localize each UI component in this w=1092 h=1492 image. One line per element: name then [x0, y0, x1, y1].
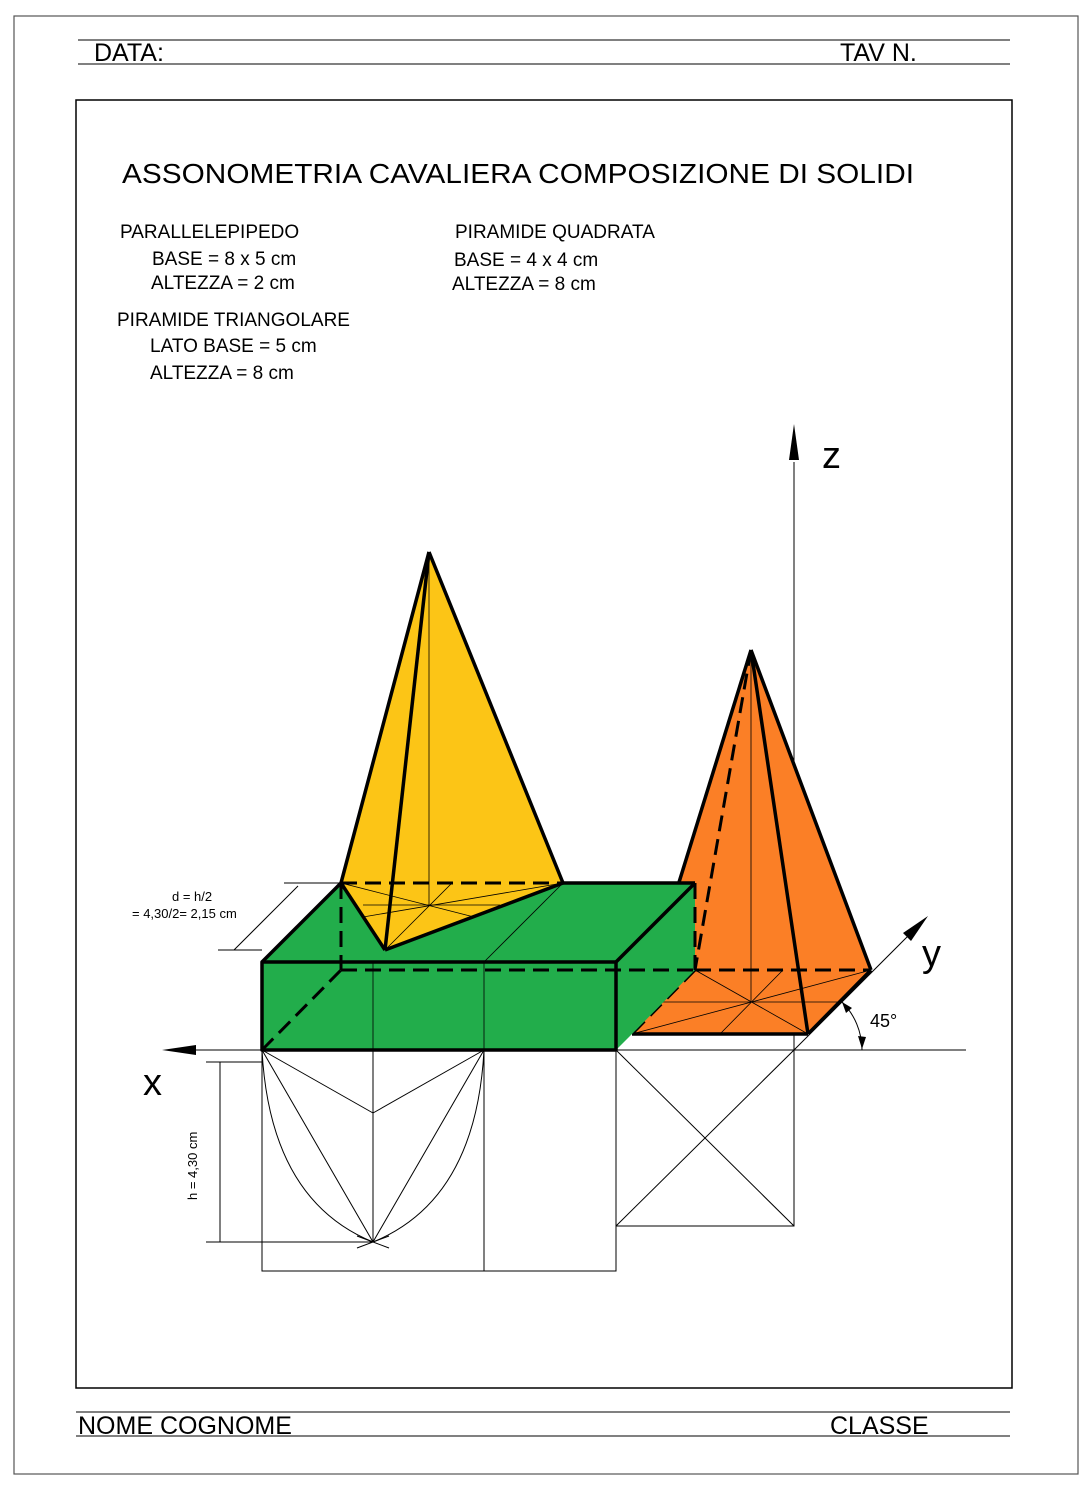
z-axis-label: z [822, 435, 841, 477]
sheet-number-label: TAV N. [840, 39, 917, 67]
y-axis-label: y [922, 933, 941, 975]
class-label: CLASSE [830, 1412, 929, 1440]
height-dimension-label: h = 4,30 cm [185, 1131, 200, 1200]
angle-arrow-icon [858, 1036, 866, 1049]
spec-triangular-pyramid-base: LATO BASE = 5 cm [150, 336, 317, 357]
spec-square-pyramid-height: ALTEZZA = 8 cm [452, 274, 596, 295]
spec-triangular-pyramid-name: PIRAMIDE TRIANGOLARE [117, 310, 350, 331]
spec-square-pyramid-base: BASE = 4 x 4 cm [454, 250, 599, 271]
spec-parallelepiped-name: PARALLELEPIPEDO [120, 222, 300, 243]
name-label: NOME COGNOME [78, 1412, 292, 1440]
z-axis-arrow-icon [789, 424, 799, 460]
offset-label-line2: = 4,30/2= 2,15 cm [132, 906, 237, 921]
parallelepiped-front-face [262, 962, 616, 1050]
triangular-pyramid [341, 552, 563, 950]
page-title: ASSONOMETRIA CAVALIERA COMPOSIZIONE DI SOLIDI [122, 158, 914, 189]
spec-parallelepiped-height: ALTEZZA = 2 cm [151, 273, 295, 294]
x-axis-label: x [143, 1062, 162, 1104]
header [78, 39, 1010, 67]
offset-label-line1: d = h/2 [172, 889, 213, 904]
spec-square-pyramid-name: PIRAMIDE QUADRATA [455, 222, 655, 243]
footer [76, 1412, 1010, 1440]
spec-triangular-pyramid-height: ALTEZZA = 8 cm [150, 363, 294, 384]
x-axis-arrow-icon [162, 1045, 196, 1055]
specs [117, 222, 655, 384]
angle-label: 45° [870, 1011, 898, 1031]
spec-parallelepiped-base: BASE = 8 x 5 cm [152, 249, 297, 270]
plan-view [206, 1050, 794, 1271]
date-label: DATA: [94, 39, 164, 67]
